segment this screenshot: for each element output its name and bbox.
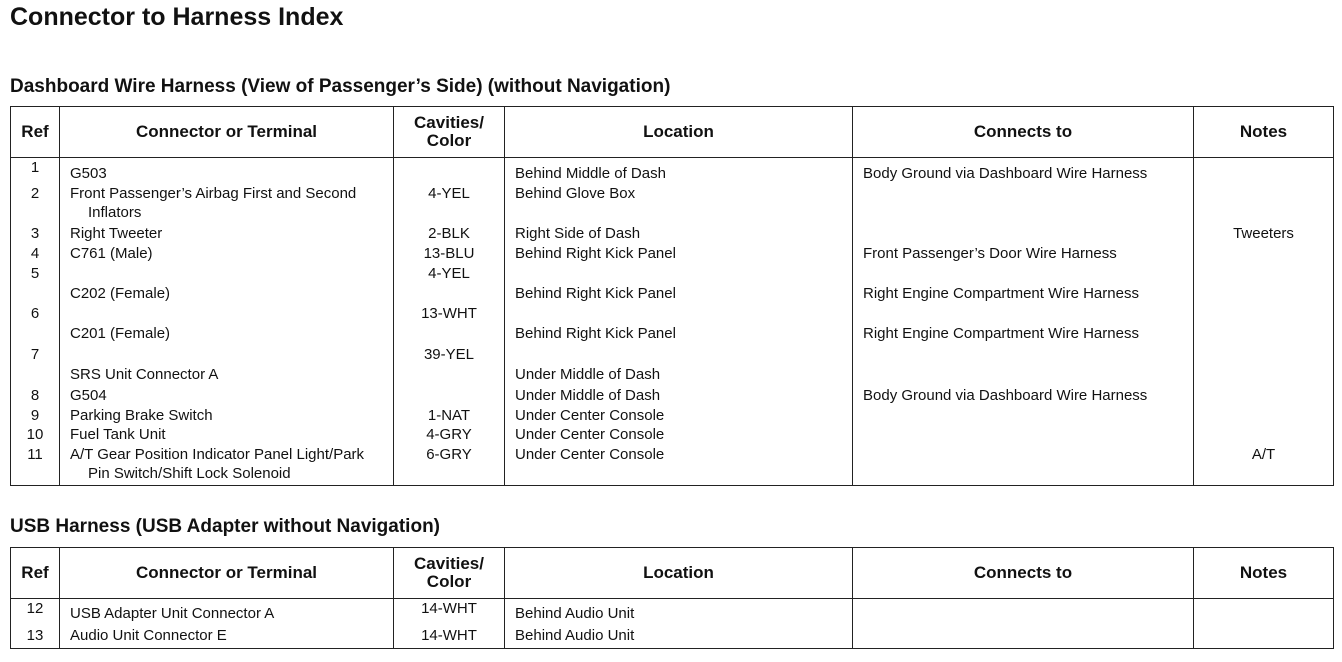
notes-cell [1194, 599, 1334, 627]
notes-cell [1194, 244, 1334, 264]
cavities-cell: 1-NAT [394, 406, 505, 426]
location-cell: Under Middle of Dash [505, 345, 853, 386]
ref-cell: 9 [11, 406, 60, 426]
connects-to-cell: Body Ground via Dashboard Wire Harness [853, 158, 1194, 185]
connector-text: USB Adapter Unit Connector A [70, 605, 275, 622]
connector-text: G503 [70, 165, 107, 182]
notes-cell [1194, 345, 1334, 386]
connector-cell [60, 425, 394, 445]
notes-cell [1194, 304, 1334, 345]
connects-to-cell [853, 626, 1194, 648]
section-title-usb-harness: USB Harness (USB Adapter without Navigation) [10, 516, 441, 537]
header-cavities-line1: Cavities/ [414, 554, 484, 573]
connector-text: C761 (Male) [70, 244, 153, 262]
header-cavities [394, 548, 505, 599]
connector-text: A/T Gear Position Indicator Panel Light/Park [70, 446, 365, 464]
ref-cell: 1 [11, 158, 60, 185]
header-connects-to: Connects to [853, 548, 1194, 599]
header-connector: Connector or Terminal [60, 548, 394, 599]
cavities-cell: 2-BLK [394, 224, 505, 244]
header-cavities-line2: Color [426, 572, 472, 591]
connector-text-continued: Pin Switch/Shift Lock Solenoid [88, 465, 291, 483]
filler-cell [505, 648, 853, 649]
dashboard-harness-table [10, 106, 1334, 486]
connector-cell [60, 244, 394, 264]
connector-cell [60, 406, 394, 426]
ref-cell: 4 [11, 244, 60, 264]
location-cell: Behind Right Kick Panel [505, 304, 853, 345]
header-notes: Notes [1194, 548, 1334, 599]
location-cell: Behind Audio Unit [505, 626, 853, 648]
connector-cell [60, 626, 394, 648]
table-row [11, 224, 1334, 244]
location-cell: Right Side of Dash [505, 224, 853, 244]
ref-cell: 6 [11, 304, 60, 345]
header-location: Location [505, 107, 853, 158]
cavities-cell: 14-WHT [394, 626, 505, 648]
connector-text: SRS Unit Connector A [70, 365, 219, 383]
connects-to-cell: Body Ground via Dashboard Wire Harness [853, 386, 1194, 406]
connector-cell [60, 345, 394, 386]
notes-cell: A/T [1194, 445, 1334, 485]
connector-cell [60, 599, 394, 627]
header-connector: Connector or Terminal [60, 107, 394, 158]
table-filler-row [11, 648, 1334, 649]
connects-to-cell: Right Engine Compartment Wire Harness [853, 304, 1194, 345]
table-row [11, 425, 1334, 445]
connects-to-cell [853, 184, 1194, 224]
connector-cell [60, 224, 394, 244]
header-ref: Ref [11, 107, 60, 158]
header-location: Location [505, 548, 853, 599]
connects-to-cell [853, 599, 1194, 627]
connects-to-cell [853, 224, 1194, 244]
header-connects-to: Connects to [853, 107, 1194, 158]
ref-cell: 7 [11, 345, 60, 386]
filler-cell [1194, 485, 1334, 486]
ref-cell: 8 [11, 386, 60, 406]
header-notes: Notes [1194, 107, 1334, 158]
notes-cell [1194, 184, 1334, 224]
ref-cell: 3 [11, 224, 60, 244]
connector-text: C201 (Female) [70, 325, 171, 343]
connector-text: C202 (Female) [70, 284, 171, 302]
connects-to-cell [853, 345, 1194, 386]
filler-cell [853, 648, 1194, 649]
connector-text: Audio Unit Connector E [70, 627, 227, 645]
connector-cell [60, 158, 394, 185]
location-cell: Behind Audio Unit [505, 599, 853, 627]
location-cell: Under Center Console [505, 406, 853, 426]
section-title-dashboard-harness: Dashboard Wire Harness (View of Passenger’s Side) (without Navigation) [10, 76, 671, 97]
cavities-cell: 4-YEL [394, 184, 505, 224]
filler-cell [394, 648, 505, 649]
page-title: Connector to Harness Index [10, 3, 344, 31]
table-row [11, 158, 1334, 185]
cavities-cell: 4-YEL [394, 264, 505, 305]
connector-text: Right Tweeter [70, 224, 163, 242]
connects-to-cell: Right Engine Compartment Wire Harness [853, 264, 1194, 305]
notes-cell [1194, 386, 1334, 406]
connector-cell [60, 264, 394, 305]
cavities-cell: 4-GRY [394, 425, 505, 445]
notes-cell [1194, 425, 1334, 445]
notes-cell: Tweeters [1194, 224, 1334, 244]
notes-cell [1194, 406, 1334, 426]
connector-cell [60, 184, 394, 224]
table-row [11, 406, 1334, 426]
filler-cell [505, 485, 853, 486]
ref-cell: 12 [11, 599, 60, 627]
cavities-cell [394, 386, 505, 406]
connector-text: Front Passenger’s Airbag First and Second [70, 185, 357, 203]
cavities-cell: 39-YEL [394, 345, 505, 386]
connector-text: Parking Brake Switch [70, 406, 213, 424]
filler-cell [394, 485, 505, 486]
header-cavities-line1: Cavities/ [414, 113, 484, 132]
table-row [11, 184, 1334, 224]
ref-cell: 10 [11, 425, 60, 445]
table-row [11, 599, 1334, 627]
table-row [11, 445, 1334, 485]
cavities-cell: 13-WHT [394, 304, 505, 345]
header-cavities-line2: Color [426, 131, 472, 150]
filler-cell [11, 648, 60, 649]
table-row [11, 264, 1334, 305]
cavities-cell: 6-GRY [394, 445, 505, 485]
filler-cell [11, 485, 60, 486]
connector-cell [60, 386, 394, 406]
connects-to-cell [853, 445, 1194, 485]
filler-cell [1194, 648, 1334, 649]
table-filler-row [11, 485, 1334, 486]
notes-cell [1194, 626, 1334, 648]
location-cell: Behind Glove Box [505, 184, 853, 224]
table-row [11, 244, 1334, 264]
header-cavities [394, 107, 505, 158]
connector-cell [60, 304, 394, 345]
location-cell: Under Middle of Dash [505, 386, 853, 406]
connector-text-continued: Inflators [88, 204, 142, 222]
table-header-row [11, 107, 1334, 158]
table-row [11, 386, 1334, 406]
table-header-row [11, 548, 1334, 599]
connector-text: G504 [70, 386, 107, 404]
ref-cell: 11 [11, 445, 60, 485]
connector-cell [60, 445, 394, 485]
cavities-cell: 14-WHT [394, 599, 505, 627]
filler-cell [60, 648, 394, 649]
notes-cell [1194, 264, 1334, 305]
location-cell: Under Center Console [505, 445, 853, 485]
filler-cell [60, 485, 394, 486]
location-cell: Under Center Console [505, 425, 853, 445]
cavities-cell: 13-BLU [394, 244, 505, 264]
ref-cell: 13 [11, 626, 60, 648]
filler-cell [853, 485, 1194, 486]
header-ref: Ref [11, 548, 60, 599]
table-row [11, 345, 1334, 386]
usb-harness-table [10, 547, 1334, 649]
connects-to-cell [853, 406, 1194, 426]
cavities-cell [394, 158, 505, 185]
location-cell: Behind Right Kick Panel [505, 244, 853, 264]
location-cell: Behind Right Kick Panel [505, 264, 853, 305]
ref-cell: 2 [11, 184, 60, 224]
notes-cell [1194, 158, 1334, 185]
connector-text: Fuel Tank Unit [70, 426, 166, 444]
table-row [11, 304, 1334, 345]
table-row [11, 626, 1334, 648]
location-cell: Behind Middle of Dash [505, 158, 853, 185]
connects-to-cell: Front Passenger’s Door Wire Harness [853, 244, 1194, 264]
ref-cell: 5 [11, 264, 60, 305]
connects-to-cell [853, 425, 1194, 445]
